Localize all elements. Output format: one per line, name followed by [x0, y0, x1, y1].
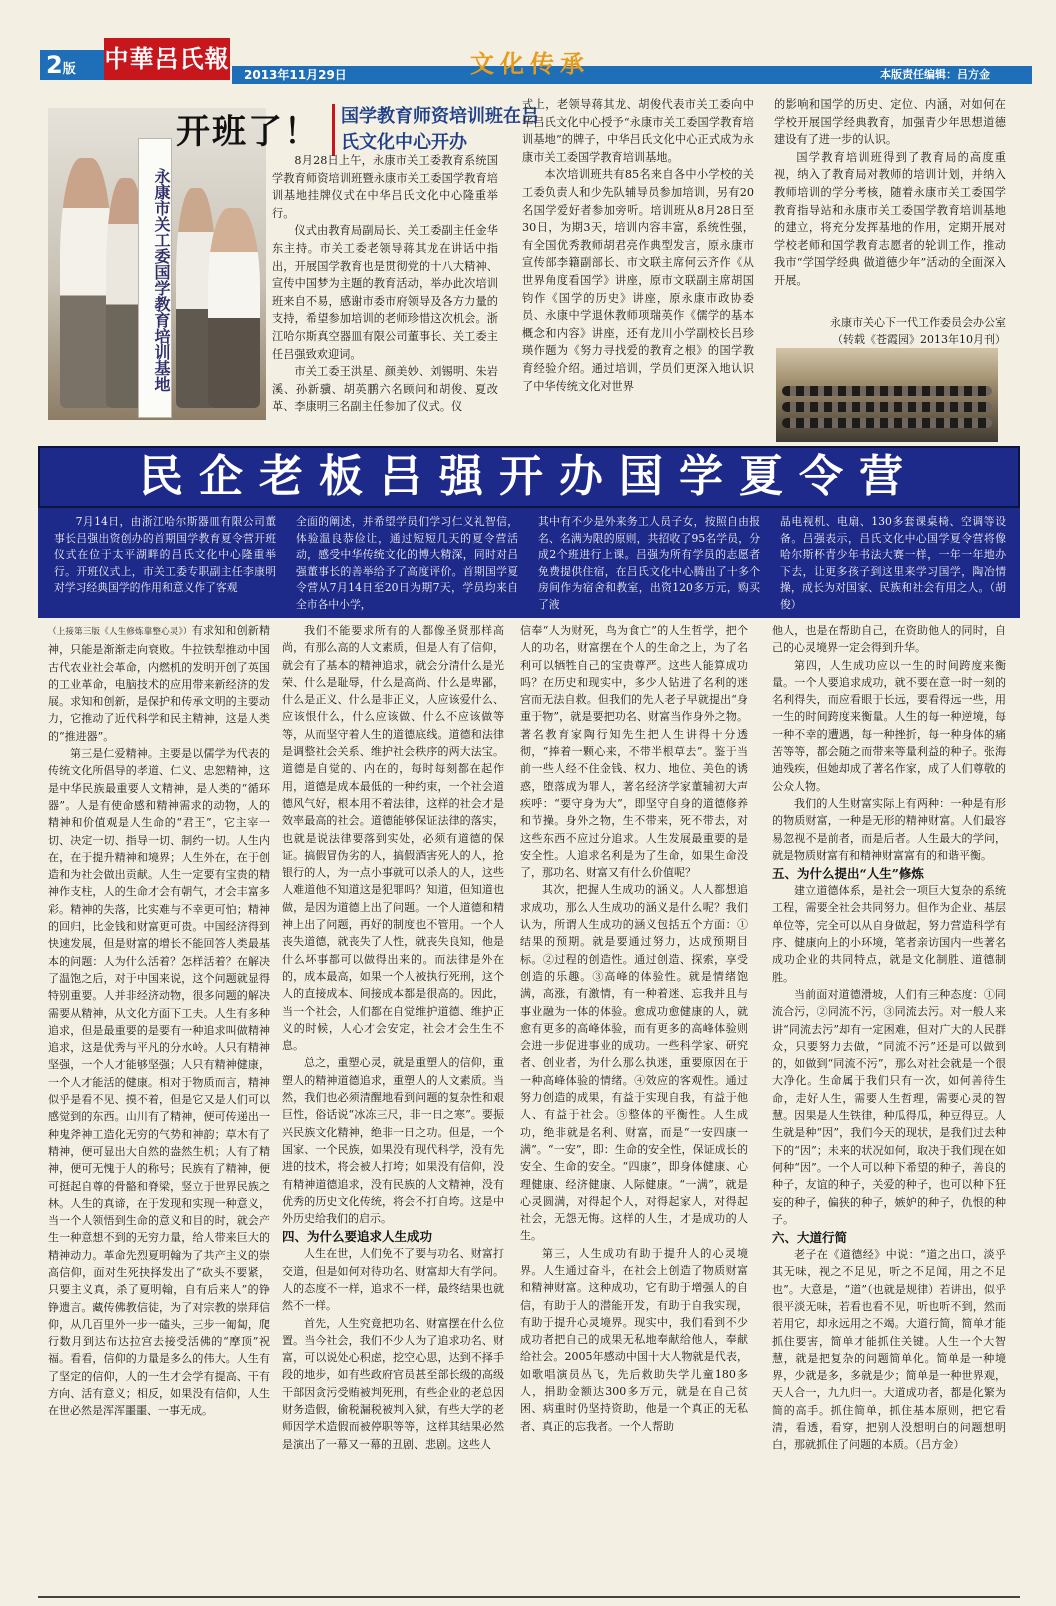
article2-column-3 [538, 514, 760, 614]
article1-column-3 [774, 96, 1006, 318]
paragraph: 仪式由教育局副局长、关工委副主任金华东主持。市关工委老领导蒋其龙在讲话中指出，开展国学教育也是贯彻党的十八大精神、宣传中国梦为主题的教育活动，举办此次培训班来自不易，感谢市委市府领导及各方力量的支持，希望参加培训的老师珍惜这次机会。浙江哈尔斯真空器皿有限公司董事长、关工委主任吕强致欢迎词。 [272, 224, 498, 361]
article3-column-2 [282, 622, 504, 1590]
article2-headline: 民企老板吕强开办国学夏令营 [139, 451, 919, 502]
article1-headline: 开班了！ [176, 112, 320, 152]
photo-audience-row [782, 418, 992, 428]
photo-audience-row [782, 402, 992, 412]
paragraph: 首先，人生究竟把功名、财富摆在什么位置。当今社会，我们不少人为了追求功名、财富，可以说处心积虑，挖空心思，达到不择手段的地步，如有些政府官员甚至部长级的高级干部因贪污受贿被判死刑，有些企业的老总因财务造假，偷税漏税被判入狱，有些大学的老师因学术造假而被停职等等，这样其结果必然是演出了一幕又一幕的丑剧、悲剧。这些人 [282, 1316, 504, 1451]
paragraph: 当前面对道德滑坡，人们有三种态度：①同流合污，②同流不污，③同流去污。对一般人来讲“同流去污”却有一定困难，但对广大的人民群众，只要努力去做，“同流不污”还是可以做到的，如做到“同流不污”，那么对社会就是一个很大净化。生命属于我们只有一次，如何善待生命，走好人生，需要人生哲理，需要心灵的智慧。因果是人生铁律，种瓜得瓜，种豆得豆。人生就是种“因”，我们今天的现状，是我们过去种下的“因”；未来的状况如何，取决于我们现在如何种“因”。一个人可以种下希望的种子，善良的种子，友谊的种子，关爱的种子，也可以种下狂妄的种子，偏狭的种子，嫉妒的种子，仇恨的种子。 [772, 987, 1006, 1226]
article1-source: （转载《苍霞园》2013年10月刊） [832, 333, 1006, 346]
paragraph: 我们不能要求所有的人都像圣贤那样高尚，有那么高的人文素质，但是人有了信仰，就会有了基本的精神追求，就会分清什么是光荣、什么是耻辱，什么是高尚、什么是卑鄙，什么是正义、什么是非正义，人应该爱什么、应该恨什么，什么应该做、什么不应该做等等，从而坚守着人生的道德底线。道德和法律是调整社会关系、维护社会秩序的两大法宝。道德是自觉的、内在的，每时每刻都在起作用，道德是成本最低的一种约束，一个社会道德风气好，根本用不着法律，这样的社会才是效率最高的社会。道德能够保证法律的落实，也就是说法律要落到实处，必须有道德的保证。搞假冒伪劣的人，搞假酒害死人的人，抢银行的人，为一点小事就可以杀人的人，这些人难道他不知道这是犯罪吗？知道，但知道也做，是因为道德上出了问题。一个人道德和精神上出了问题，再好的制度也不管用。一个人丧失道德，就丧失了人性，就丧失良知，他是什么坏事都可以做得出来的。而法律是外在的，成本最高，如果一个人被执行死刑，这个人的直接成本、间接成本都是很高的。因此，当一个社会，人们都在自觉维护道德、维护正义的时候，人心才会安定，社会才会生生不息。 [282, 624, 504, 1053]
article2-column-4 [780, 514, 1006, 614]
bottom-rule [38, 1596, 1020, 1598]
paragraph: 我们的人生财富实际上有两种：一种是有形的物质财富，一种是无形的精神财富。人们最容易忽视不是前者，而是后者。人生最大的学问，就是物质财富有和精神财富富有的和谐平衡。 [772, 796, 1006, 862]
section-heading: 六、大道行简 [772, 1230, 848, 1246]
article2-box [38, 508, 1020, 618]
training-class-photo [776, 348, 998, 442]
photo-audience-row [782, 386, 992, 396]
paragraph-text: 有求知和创新精神，只能是渐渐走向衰败。牛拉铁犁推动中国古代农业社会革命，内燃机的发明开创了英国的工业革命，电脑技术的应用带来新经济的发展。求知和创新，是保护和传承文明的主要动力，它推动了近代科学和民主精神，这是人类的“推进器”。 [48, 624, 270, 743]
paragraph: 的影响和国学的历史、定位、内涵，对如何在学校开展国学经典教育，加强青少年思想道德建设有了进一步的认识。 [774, 98, 1006, 147]
page-number-value: 2 [46, 51, 63, 79]
continued-note: （上接第三版《人生修炼靠整心灵》） [48, 627, 192, 637]
paragraph: 建立道德体系，是社会一项巨大复杂的系统工程，需要全社会共同努力。但作为企业、基层单位等，完全可以从自身做起，努力营造科学有序、健康向上的小环境，笔者亲访国内一些著名成功企业的共同特点，就是文化制胜、道德制胜。 [772, 884, 1006, 984]
paragraph: 第三是仁爱精神。主要是以儒学为代表的传统文化所倡导的孝道、仁义、忠恕精神，这是中华民族最重要人文精神，是人类的“循环器”。人是有使命感和精神需求的动物，人的精神和价值观是人生命的“君王”，它主宰一切、决定一切、指导一切、制约一切。人生内在，在于提升精神和境界；人生外在，在于创造和为社会做出贡献。人生一定要有宝贵的精神作支柱，人的生命才会有朝气，才会丰富多彩。精神的失落，比实难与不幸更可怕；精神的回归，比金钱和财富更可贵。中国经济得到快速发展，但是财富的增长不能回答人类最基本的问题：人为什么活着？怎样活着？在解决了温饱之后，对于中国来说，这个问题就显得特别重要。人并非经济动物，很多问题的解决需要从精神，从文化方面下工夫。人生有多种追求，但是最重要的是要有一种追求叫做精神追求，这是优秀与平凡的分水岭。人只有精神坚强，一个人才能够坚强；人只有精神健康，一个人才能活的健康。相对于物质而言，精神似乎是看不见、摸不着，但是它又是人们可以感觉到的东西。山川有了精神，便可传递出一种鬼斧神工造化无穷的气势和神韵；草木有了精神，便可显出大自然的盎然生机；人有了精神，便可无愧于人的称号；民族有了精神，便可挺起自尊的骨骼和脊梁，竖立于世界民族之林。人生的真谛，在于发现和实现一种意义，当一个人领悟到生命的意义和目的时，就会产生一种意想不到的无穷力量，给人带来巨大的精神动力。革命先烈夏明翰为了共产主义的崇高信仰，面对生死抉择发出了“砍头不要紧，只要主义真，杀了夏明翰，自有后来人”的铮铮遗言。藏传佛教信徒，为了对宗教的崇拜信仰，从几百里外一步一磕头，三步一匍匐，爬行数月到达布达拉宫去接受活佛的“摩顶”祝福。看看，信仰的力量是多么的伟大。人生有了坚定的信仰，人的一生才会学有提高、干有方向、活有意义；相反，如果没有信仰，人生在世必然是浑浑噩噩、一事无成。 [48, 747, 270, 1418]
page-suffix: 版 [62, 62, 76, 77]
photo-person [208, 208, 260, 408]
paragraph: 市关工委王洪星、颜美妙、刘锡明、朱岩溪、孙新骥、胡英鹏六名顾问和胡俊、夏改革、李康明三名副主任参加了仪式。仪 [272, 365, 498, 414]
article1-subheadline: 国学教育师资培训班在吕氏文化中心开办 [332, 104, 541, 156]
article2-column-2 [296, 514, 518, 614]
article3-column-1 [48, 622, 270, 1590]
issue-date: 2013年11月29日 [244, 68, 347, 82]
paragraph: 人生在世，人们免不了要与功名、财富打交道，但是如何对待功名、财富却大有学问。人的态度不一样，追求不一样，最终结果也就然不一样。 [282, 1247, 504, 1313]
section-title: 文化传承 [470, 49, 590, 78]
paragraph: 本次培训班共有85名来自各中小学校的关工委负责人和少先队辅导员参加培训，另有20名国学爱好者参加旁听。培训班从8月28日至30日，为期3天，培训内容丰富，系统性强，有全国优秀教师胡君亮作典型发言，原永康市宣传部李籍副部长、市文联主席何云齐作《从世界角度看国学》讲座，原市文联副主席胡国钧作《国学的历史》讲座，原永康市政协委员、永康中学退休教师项瑞英作《儒学的基本概念和内容》讲座，还有龙川小学副校长吕珍瑛作题为《努力寻找爱的教育之根》的国学教育经验介绍。通过培训，学员们更深入地认识了中华传统文化对世界 [522, 168, 754, 393]
paragraph: 第三，人生成功有助于提升人的心灵境界。人生通过奋斗，在社会上创造了物质财富和精神财富。这种成功，它有助于增强人的自信，有助于人的潜能开发，有助于自我实现，有助于提升心灵境界。现实中，我们看到不少成功者把自己的成果无私地奉献给他人，奉献给社会。2005年感动中国十大人物就是代表，如歌唱演员丛飞，先后救助失学儿童180多人，捐助金额达300多万元，就是在自己贫困、病重时仍坚持资助，他是一个真正的无私者、真正的忘我者。一个人帮助 [520, 1246, 748, 1433]
paragraph: 7月14日，由浙江哈尔斯器皿有限公司董事长吕强出资创办的首期国学教育夏令营开班仪式在位于太平湖畔的吕氏文化中心隆重举行。开班仪式上，市关工委专职副主任李康明对学习经典国学的作用和意义作了客观 [54, 515, 276, 594]
article1-credits [774, 314, 1006, 348]
paragraph: 他人，也是在帮助自己，在资助他人的同时，自己的心灵境界一定会得到升华。 [772, 624, 1006, 655]
page-editor: 本版责任编辑：吕方金 [880, 68, 990, 81]
section-heading: 四、为什么要追求人生成功 [282, 1229, 433, 1245]
paragraph [48, 622, 270, 745]
paragraph: 信奉“人为财死，鸟为食亡”的人生哲学，把个人的功名，财富摆在个人的生命之上，为了名利可以牺牲自己的宝贵尊严。这些人能算成功吗？在历史和现实中，多少人钻进了名利的迷宫而无法自救。但我们的先人老子早就提出“身重于物”，就是要把功名、财富当作身外之物。著名教育家陶行知先生把人生讲得十分透彻，“捧着一颗心来，不带半根草去”。鉴于当前一些人经不住金钱、权力、地位、美色的诱惑，堕落成为罪人，著名经济学家董辅初大声疾呼：“要守身为大”，即坚守自身的道德修养和节操。身外之物，生不带来，死不带去，对这些东西不应过分追求。人生发展最重要的是安全性。人追求名利是为了生命，如果生命没了，那功名、财富又有什么价值呢？ [520, 624, 748, 880]
paragraph: 总之，重塑心灵，就是重塑人的信仰，重塑人的精神道德追求，重塑人的人文素质。当然，我们也必须清醒地看到问题的复杂性和艰巨性，俗话说“冰冻三尺，非一日之寒”。要振兴民族文化精神，绝非一日之功。但是，一个国家、一个民族，如果没有现代科学，没有先进的技术，将会被人打垮；如果没有信仰，没有精神道德追求，没有民族的人文精神，没有优秀的历史文化传统，将会不打自垮。这是中外历史给我们的启示。 [282, 1056, 504, 1226]
paragraph: 其中有不少是外来务工人员子女，按照自由报名、名满为限的原则，共招收了95名学员，分成2个班进行上课。吕强为所有学员的志愿者免费提供住宿，在吕氏文化中心腾出了十多个房间作为宿舍和教室，出资120多万元，购买了液 [538, 515, 760, 611]
plaque-sign: 永康市关工委国学教育培训基地 [138, 138, 172, 418]
section-heading: 五、为什么提出“人生”修炼 [772, 866, 924, 882]
paragraph: 全面的阐述，并希望学员们学习仁义礼智信，体验温良恭俭让，通过短短几天的夏令营活动，感受中华传统文化的博大精深，同时对吕强董事长的善举给予了高度评价。首期国学夏令营从7月14日至20日为期7天，学员均来自全市各中小学， [296, 515, 518, 611]
paragraph: 晶电视机、电扇、130多套课桌椅、空调等设备。吕强表示，吕氏文化中心国学夏令营将像哈尔斯杯青少年书法大赛一样，一年一年地办下去，让更多孩子到这里来学习国学，陶冶情操，成长为对国家、民族和社会有用之人。（胡俊） [780, 515, 1006, 611]
paragraph: 老子在《道德经》中说：“道之出口，淡乎其无味，视之不足见，听之不足闻，用之不足也”。大意是，“道”（也就是规律）若讲出，似乎很平淡无味，若看也看不见，听也听不到，然而若用它，却永远用之不竭。大道行简，简单才能抓住要害，简单才能抓住关键。人生一个大智慧，就是把复杂的问题简单化。简单是一种境界，少就是多，多就是少；简单是一种世界观，天人合一，九九归一。大道成功者，都是化繁为简的高手。抓住简单，抓住基本原则，把它看清，看透，看穿，把别人没想明白的问题想明白，那就抓住了问题的本质。（吕方金） [772, 1248, 1006, 1452]
paragraph: 8月28日上午，永康市关工委教育系统国学教育师资培训班暨永康市关工委国学教育培训基地挂牌仪式在中华吕氏文化中心隆重举行。 [272, 154, 498, 220]
article1-column-1 [272, 152, 498, 442]
paragraph: 式上，老领导蒋其龙、胡俊代表市关工委向中华吕氏文化中心授予“永康市关工委国学教育培训基地”的牌子，中华吕氏文化中心正式成为永康市关工委国学教育培训基地。 [522, 98, 754, 164]
article1-byline: 永康市关心下一代工作委员会办公室 [830, 316, 1006, 329]
article2-column-1 [54, 514, 276, 614]
article3-column-3 [520, 622, 748, 1590]
photo-person [60, 158, 112, 408]
article1-column-2 [522, 96, 754, 442]
article3-column-4 [772, 622, 1006, 1590]
paragraph: 国学教育培训班得到了教育局的高度重视，纳入了教育局对教师的培训计划，并纳入教师培训的学分考核，随着永康市关工委国学教育指导站和永康市关工委国学教育培训基地的建立，将充分发挥基地的作用，定期开展对学校老师和国学教育志愿者的轮训工作，推动我市“学国学经典 做道德少年”活动的全面深入开展。 [774, 150, 1006, 287]
paragraph: 其次，把握人生成功的涵义。人人都想追求成功，那么人生成功的涵义是什么呢？我们认为，所谓人生成功的涵义包括五个方面：①结果的预期。就是要通过努力，达成预期目标。②过程的创造性。通过创造、探索，享受创造的乐趣。③高峰的体验性。就是情绪饱满，高涨，有激情，有一种着迷、忘我并且与事业融为一体的体验。愈成功愈健康的人，就愈有更多的高峰体验，而有更多的高峰体验则会进一步促进事业的成功。一些科学家、研究者、创业者，为什么那么执迷，重要原因在于一种高峰体验的情绪。④效应的客观性。通过努力创造的成果，有益于实现自我，有益于他人、有益于社会。⑤整体的平衡性。人生成功，绝非就是名利、财富，而是“一安四康一满”。“一安”，即：生命的安全性，保证成长的安全、生命的安全。“四康”，即身体健康、心理健康、经济健康、人际健康。“一满”，就是心灵圆满，对得起个人，对得起家人，对得起社会，无怨无悔。这样的人生，才是成功的人生。 [520, 883, 748, 1243]
paragraph: 第四，人生成功应以一生的时间跨度来衡量。一个人要追求成功，就不要在意一时一刻的名利得失，而应看眼于长远，要看得远一些，用一生的时间跨度来衡量。人生的每一种逆境，每一种不幸的遭遇，每一种挫折，每一种身体的痛苦等等，都会随之而带来等量利益的种子。张海迪残疾，但她却成了著名作家，成了人们尊敬的公众人物。 [772, 658, 1006, 793]
plaque-ceremony-photo [48, 108, 266, 420]
paper-logo: 中華呂氏報 [104, 38, 230, 80]
